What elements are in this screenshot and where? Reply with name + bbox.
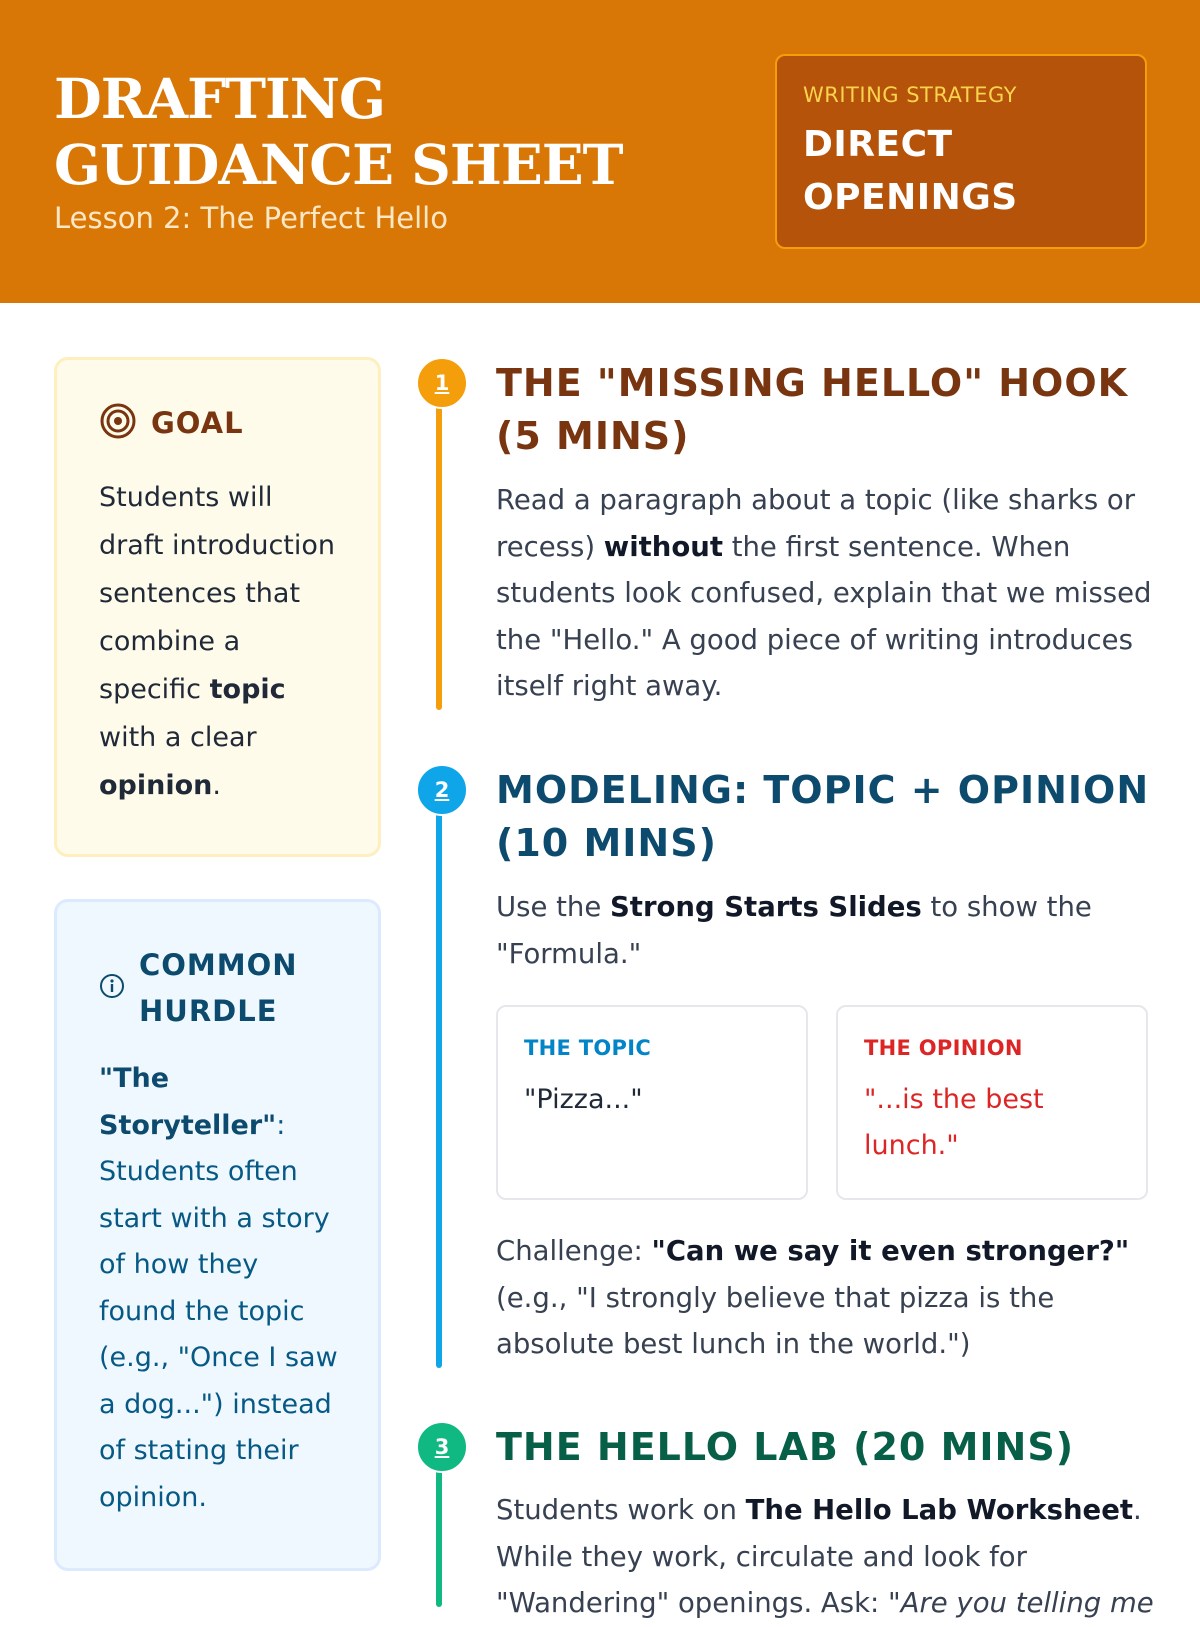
topic-label: THE TOPIC [524,1036,652,1060]
step-number-badge: 2 [416,764,468,816]
step-2-title: MODELING: TOPIC + OPINION (10 MINS) [496,768,1150,865]
goal-topic-emphasis: topic [209,674,286,705]
hurdle-description: : Students often start with a story of how they found the topic (e.g., "Once I saw a dog...") instead of stating their opinion. [99,1109,338,1513]
slides-name: Strong Starts Slides [610,891,922,923]
step-1-text-part: Read a paragraph about a topic (like sharks or recess) [496,484,1136,563]
step-3-text-part: . While they work, circulate and look for "Wandering" openings. Ask: [496,1494,1142,1619]
hurdle-text [99,1056,338,1521]
step-3-text [496,1487,1156,1627]
info-icon [99,973,125,1003]
hurdle-header [99,942,338,1034]
step-2-text-part: to show the "Formula." [496,891,1092,970]
step-number-badge: 1 [416,357,468,409]
page-title: DRAFTING GUIDANCE SHEET [54,66,623,197]
challenge-part: Challenge: [496,1235,652,1267]
step-3-question: "Are you telling me [888,1587,1154,1619]
hurdle-name: "The Storyteller" [99,1063,277,1141]
page-header [0,0,1200,303]
strategy-label: WRITING STRATEGY [803,83,1018,107]
topic-box [496,1005,808,1200]
step-1-text-part: the first sentence. When students look confused, explain that we missed the "Hello." A good piece of writing introduces itself right away. [496,530,1152,702]
challenge-part: (e.g., "I strongly believe that pizza is the absolute best lunch in the world.") [496,1281,1055,1360]
goal-text-part: . [212,770,221,801]
step-3-title: THE HELLO LAB (20 MINS) [496,1425,1075,1469]
step-number-badge: 3 [416,1421,468,1473]
challenge-question: "Can we say it even stronger?" [651,1235,1130,1267]
goal-header [99,400,338,446]
step-3-text-part: Students work on [496,1494,746,1526]
page-subtitle: Lesson 2: The Perfect Hello [54,201,448,235]
goal-text-part: Students will draft introduction sentences that combine a specific [99,482,336,705]
challenge-text [496,1228,1156,1368]
goal-title: GOAL [151,406,244,440]
timeline-line-2 [436,790,442,1368]
timeline-line-1 [436,383,442,710]
opinion-label: THE OPINION [864,1036,1023,1060]
goal-opinion-emphasis: opinion [99,770,213,801]
opinion-value: "...is the best lunch." [864,1084,1044,1161]
goal-text-part: with a clear [99,722,257,753]
goal-card [54,357,381,857]
step-1-text [496,477,1156,710]
step-2-text [496,884,1156,977]
hurdle-title: COMMON HURDLE [139,948,298,1028]
opinion-box [836,1005,1148,1200]
step-1-title: THE "MISSING HELLO" HOOK (5 MINS) [496,361,1129,458]
target-icon [99,402,137,444]
goal-text [99,474,338,810]
worksheet-name: The Hello Lab Worksheet [745,1494,1133,1526]
topic-value: "Pizza..." [524,1084,643,1115]
step-2-text-part: Use the [496,891,610,923]
strategy-value: DIRECT OPENINGS [803,124,1018,218]
step-1-emphasis: without [603,530,723,563]
hurdle-card [54,899,381,1571]
strategy-badge [775,54,1147,249]
